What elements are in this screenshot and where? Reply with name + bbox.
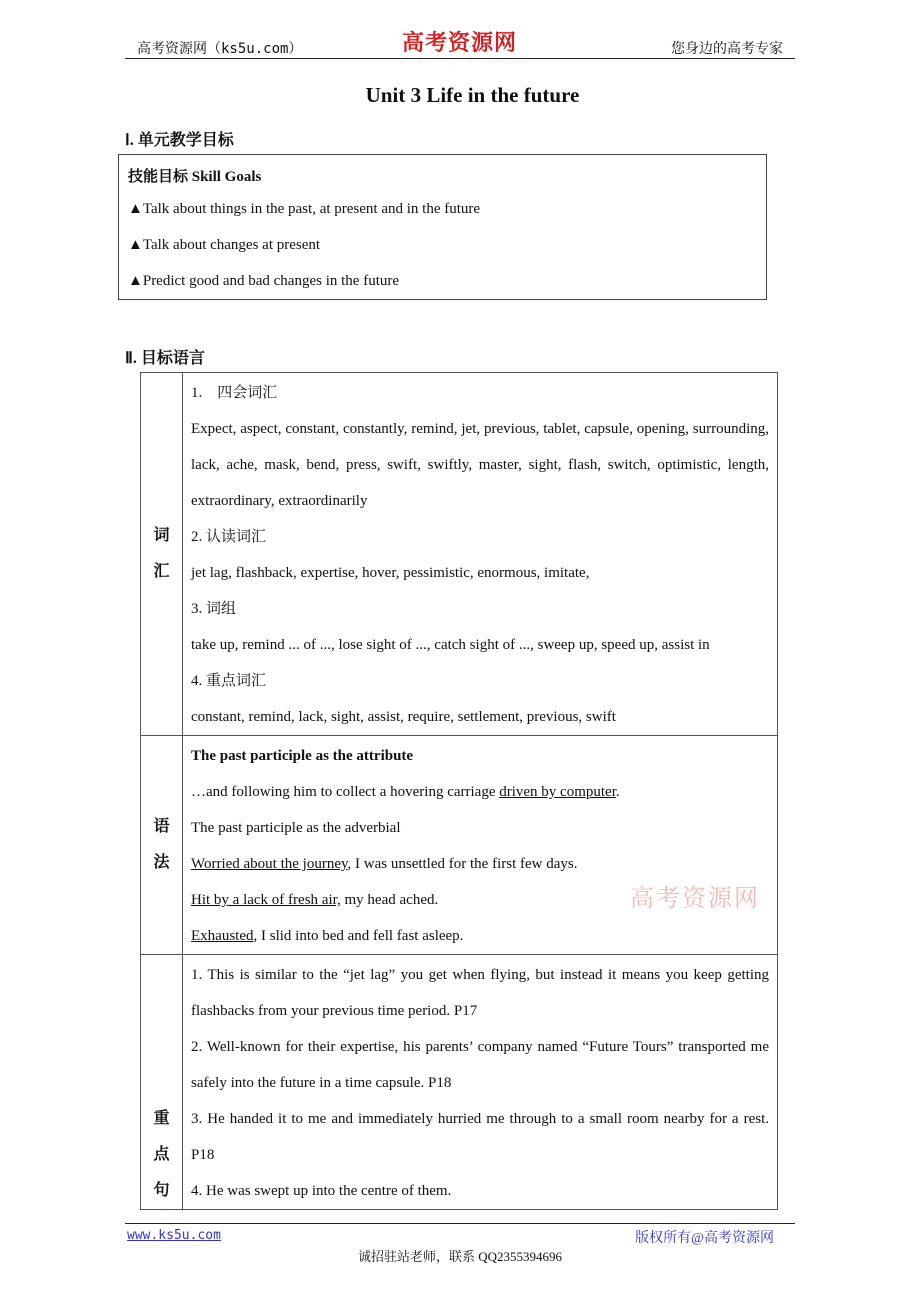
footer-site-link[interactable]: www.ks5u.com xyxy=(127,1228,221,1243)
header-slogan: 您身边的高考专家 xyxy=(671,42,783,57)
row-label: 句 xyxy=(153,1182,170,1199)
table-row-sentences xyxy=(141,955,778,1210)
example-text: , I was unsettled for the first few days. xyxy=(347,856,578,872)
key-sentence: 2. Well-known for their expertise, his parents’ company named “Future Tours” transported me safely into the future in a time capsule. P18 xyxy=(191,1039,769,1091)
vocab-line: jet lag, flashback, expertise, hover, pessimistic, enormous, imitate, xyxy=(191,565,590,581)
footer-copyright: 版权所有@高考资源网 xyxy=(635,1231,774,1246)
vocab-line: Expect, aspect, constant, constantly, remind, jet, previous, tablet, capsule, opening, surrounding, lack, ache, mask, bend, press, swift, swiftly, master, sight, flash, switch, optimistic, length, extraordinary, extraordinarily xyxy=(191,421,769,509)
section2-heading: Ⅱ. 目标语言 xyxy=(125,350,205,367)
vocab-line: 2. 认读词汇 xyxy=(191,529,267,545)
example-text: …and following him to collect a hovering carriage xyxy=(191,784,500,800)
section1-heading: Ⅰ. 单元教学目标 xyxy=(125,132,234,149)
goal-item: ▲Talk about things in the past, at present and in the future xyxy=(128,201,481,217)
row-label: 词 xyxy=(153,527,170,544)
target-language-table xyxy=(140,372,778,1210)
row-label: 汇 xyxy=(153,563,170,580)
skill-goals-title: 技能目标 Skill Goals xyxy=(128,169,262,185)
example-underlined: Hit by a lack of fresh air, xyxy=(191,892,341,908)
table-row-vocab xyxy=(141,373,778,736)
vocab-line: 1. 四会词汇 xyxy=(191,385,278,401)
grammar-subheading: The past participle as the adverbial xyxy=(191,820,401,836)
vocab-line: 3. 词组 xyxy=(191,601,237,617)
vocab-line: constant, remind, lack, sight, assist, require, settlement, previous, swift xyxy=(191,709,616,725)
example-underlined: Worried about the journey xyxy=(191,856,348,872)
example-text: , I slid into bed and fell fast asleep. xyxy=(253,928,464,944)
example-underlined: Exhausted xyxy=(191,928,254,944)
header-rule xyxy=(125,58,795,59)
example-underlined: driven by computer xyxy=(499,784,616,800)
key-sentence: 4. He was swept up into the centre of them. xyxy=(191,1183,452,1199)
vocab-line: 4. 重点词汇 xyxy=(191,673,267,689)
goal-item: ▲Predict good and bad changes in the future xyxy=(128,273,400,289)
row-label: 重 xyxy=(153,1110,170,1127)
grammar-heading: The past participle as the attribute xyxy=(191,748,414,764)
page-title: Unit 3 Life in the future xyxy=(365,83,580,107)
goal-item: ▲Talk about changes at present xyxy=(128,237,321,253)
skill-goals-box xyxy=(118,154,767,300)
row-label: 法 xyxy=(153,854,170,871)
watermark: 高考资源网 xyxy=(630,886,760,912)
table-row-grammar xyxy=(141,736,778,955)
footer-rule xyxy=(125,1223,795,1224)
example-text: my head ached. xyxy=(340,892,439,908)
key-sentence: 1. This is similar to the “jet lag” you get when flying, but instead it means you keep getting flashbacks from your previous time period. P17 xyxy=(191,967,769,1019)
footer-contact: 诚招驻站老师，联系 QQ2355394696 xyxy=(357,1249,563,1264)
example-text: . xyxy=(615,784,620,800)
key-sentence: 3. He handed it to me and immediately hurried me through to a small room nearby for a rest. P18 xyxy=(191,1111,769,1163)
vocab-line: take up, remind ... of ..., lose sight of ..., catch sight of ..., sweep up, speed up, assist in xyxy=(191,637,710,653)
header-site-name: 高考资源网（ks5u.com） xyxy=(137,41,303,57)
header-logo: 高考资源网 xyxy=(402,30,518,56)
row-label: 点 xyxy=(153,1146,170,1163)
row-label: 语 xyxy=(153,818,170,835)
